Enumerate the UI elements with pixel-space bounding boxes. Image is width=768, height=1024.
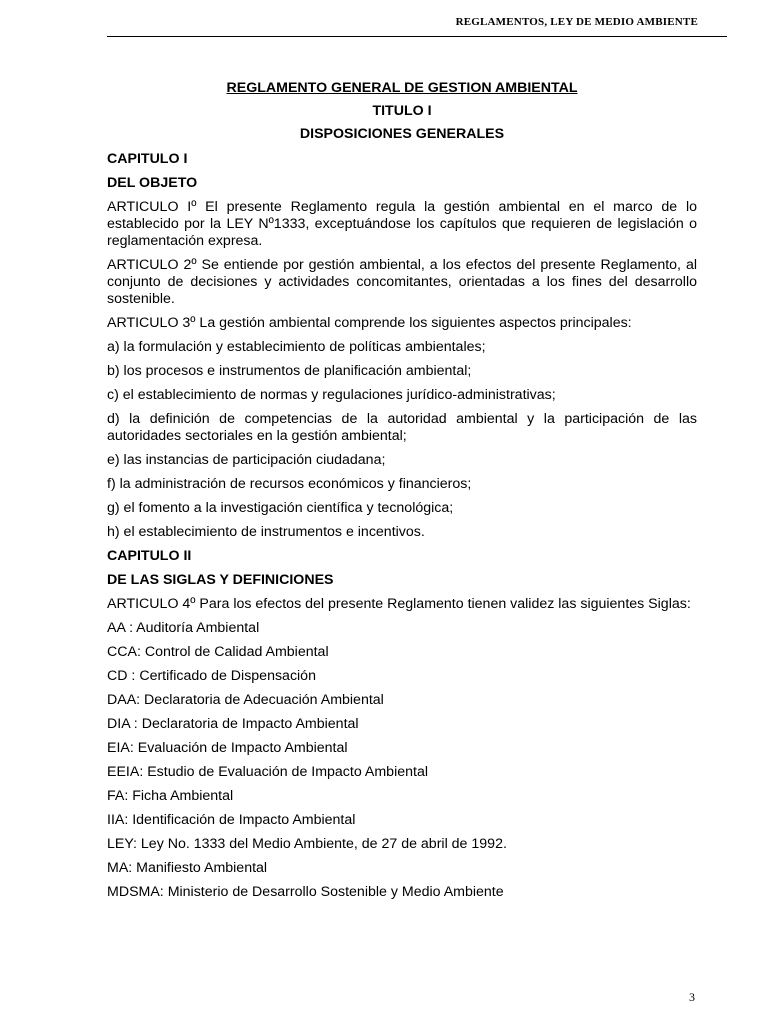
article-4: ARTICULO 4º Para los efectos del presente Reglamento tienen validez las siguientes Siglas:: [107, 596, 691, 612]
page-body: [107, 80, 697, 908]
article-1: ARTICULO Iº El presente Reglamento regula la gestión ambiental en el marco de lo establecido por la LEY Nº1333, exceptuándose los capítulos que requieren de legislación o reglamentación expresa.: [107, 199, 697, 249]
sigla-item: CD : Certificado de Dispensación: [107, 668, 316, 684]
sigla-item: IIA: Identificación de Impacto Ambiental: [107, 812, 356, 828]
list-item: g) el fomento a la investigación científica y tecnológica;: [107, 500, 454, 516]
sigla-item: CCA: Control de Calidad Ambiental: [107, 644, 329, 660]
list-item: b) los procesos e instrumentos de planificación ambiental;: [107, 363, 472, 379]
header-rule: [107, 36, 727, 37]
list-item: d) la definición de competencias de la autoridad ambiental y la participación de las autoridades sectoriales en la gestión ambiental;: [107, 411, 697, 444]
sigla-item: DIA : Declaratoria de Impacto Ambiental: [107, 716, 359, 732]
sigla-item: LEY: Ley No. 1333 del Medio Ambiente, de 27 de abril de 1992.: [107, 836, 507, 852]
sigla-item: MDSMA: Ministerio de Desarrollo Sostenible y Medio Ambiente: [107, 884, 504, 900]
sigla-item: MA: Manifiesto Ambiental: [107, 860, 268, 876]
list-item: h) el establecimiento de instrumentos e incentivos.: [107, 524, 425, 540]
chapter-1-label: CAPITULO I: [107, 151, 188, 167]
page-number: 3: [689, 990, 695, 1004]
titulo-subtitle: DISPOSICIONES GENERALES: [299, 126, 505, 142]
chapter-1-name: DEL OBJETO: [107, 175, 198, 191]
sigla-item: AA : Auditoría Ambiental: [107, 620, 260, 636]
sigla-item: EEIA: Estudio de Evaluación de Impacto Ambiental: [107, 764, 428, 780]
sigla-item: DAA: Declaratoria de Adecuación Ambiental: [107, 692, 384, 708]
list-item: a) la formulación y establecimiento de políticas ambientales;: [107, 339, 486, 355]
list-item: c) el establecimiento de normas y regulaciones jurídico-administrativas;: [107, 387, 556, 403]
running-header: REGLAMENTOS, LEY DE MEDIO AMBIENTE: [455, 16, 698, 28]
titulo-heading: TITULO I: [372, 103, 432, 119]
article-3: ARTICULO 3º La gestión ambiental comprende los siguientes aspectos principales:: [107, 315, 632, 331]
sigla-item: EIA: Evaluación de Impacto Ambiental: [107, 740, 348, 756]
list-item: e) las instancias de participación ciudadana;: [107, 452, 386, 468]
article-2: ARTICULO 2º Se entiende por gestión ambiental, a los efectos del presente Reglamento, al conjunto de decisiones y actividades concomitantes, orientadas a los fines del desarrollo sostenible.: [107, 257, 697, 307]
sigla-item: FA: Ficha Ambiental: [107, 788, 234, 804]
chapter-2-name: DE LAS SIGLAS Y DEFINICIONES: [107, 572, 334, 588]
document-title: REGLAMENTO GENERAL DE GESTION AMBIENTAL: [226, 80, 578, 96]
chapter-2-label: CAPITULO II: [107, 548, 192, 564]
list-item: f) la administración de recursos económicos y financieros;: [107, 476, 472, 492]
